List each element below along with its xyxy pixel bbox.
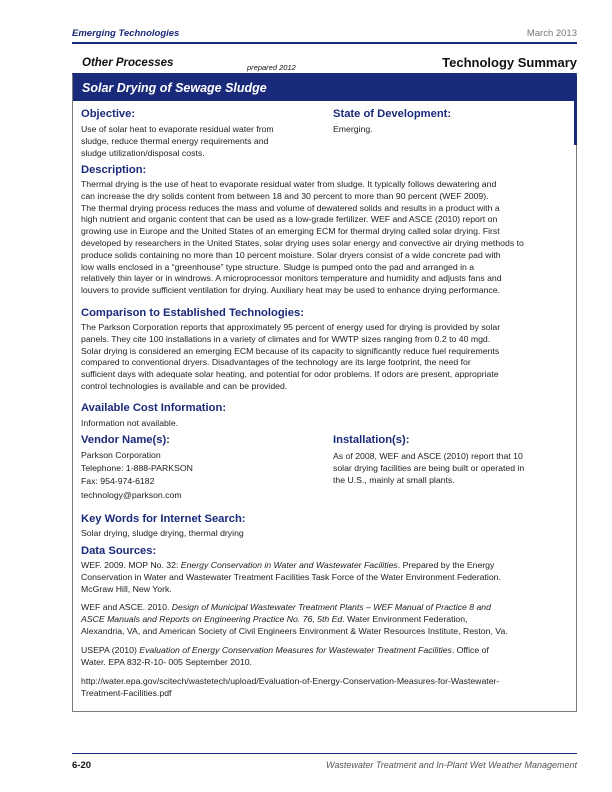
state-heading: State of Development:	[333, 108, 452, 120]
description-text	[81, 179, 573, 297]
comparison-line: The Parkson Corporation reports that approximately 95 percent of energy used for drying is provided by solar	[81, 322, 501, 332]
source-author: USEPA (2010)	[81, 645, 140, 655]
document-type: Technology Summary	[442, 55, 577, 70]
description-line: high nutrient and organic content that can be used as a low-grade fertilizer. WEF and ASCE (2010) report on	[81, 214, 498, 225]
subheader	[72, 55, 577, 71]
summary-frame	[72, 73, 577, 712]
vendor-details	[81, 449, 321, 502]
description-line: low walls enclosed in a “greenhouse” type structure. Sludge is pumped onto the pad and arranged in a	[81, 261, 475, 272]
source-author: WEF. 2009. MOP No. 32:	[81, 560, 181, 570]
keywords-text: Solar drying, sludge drying, thermal drying	[81, 528, 244, 538]
source-usepa	[81, 645, 573, 669]
source-title: Design of Municipal Wastewater Treatment Plants – WEF Manual of Practice 8 and	[171, 602, 491, 612]
source-url[interactable]	[81, 676, 573, 700]
installations-text	[333, 451, 573, 486]
objective-line: sludge, reduce thermal energy requirements and	[81, 135, 269, 146]
title-banner	[73, 75, 576, 101]
installations-line: As of 2008, WEF and ASCE (2010) report that 10	[333, 451, 523, 461]
source-line: Conservation in Water and Wastewater Treatment Facilities Task Force of the Water Environment Federation.	[81, 571, 501, 582]
cost-heading: Available Cost Information:	[81, 402, 227, 414]
page-number: 6-20	[72, 760, 92, 771]
comparison-line: Solar drying is considered an emerging ECM because of its capacity to significantly reduce fuel requirements	[81, 345, 500, 356]
vendor-fax: Fax: 954-974-6182	[81, 476, 155, 487]
description-line: Thermal drying is the use of heat to evaporate residual water from sludge. It typically follows dewatering and	[81, 179, 497, 189]
state-text: Emerging.	[333, 124, 373, 134]
description-line: louvers to provide sufficient ventilation for drying. Auxiliary heat may be used to enhance drying performance.	[81, 285, 501, 296]
vendor-email: technology@parkson.com	[81, 489, 182, 500]
comparison-line: sufficient days with adequate solar heating, and potential for odor problems. If odors are present, appropriate	[81, 369, 499, 380]
description-line: The thermal drying process reduces the mass and volume of dewatered solids and results in a product with a	[81, 202, 500, 213]
comparison-text	[81, 322, 573, 393]
comparison-heading: Comparison to Established Technologies:	[81, 307, 304, 319]
prepared-note: prepared 2012	[247, 63, 296, 72]
description-line: developed by researchers in the United States, solar drying uses solar energy and convective air drying methods to	[81, 237, 524, 248]
footer-rule	[72, 753, 577, 754]
source-url-line[interactable]: http://water.epa.gov/scitech/wastetech/upload/Evaluation-of-Energy-Conservation-Measures-for-Wastewater-	[81, 676, 500, 686]
issue-date: March 2013	[526, 28, 577, 39]
objective-text	[81, 124, 331, 159]
source-line	[81, 645, 573, 657]
keywords-heading: Key Words for Internet Search:	[81, 513, 246, 525]
objective-line: sludge utilization/disposal costs.	[81, 147, 205, 158]
installations-heading: Installation(s):	[333, 434, 410, 446]
description-line: produce solids containing no more than 10 percent moisture. Solar dryers consist of a wide concrete pad with	[81, 249, 501, 260]
source-detail: . Prepared by the Energy	[397, 560, 495, 570]
objective-heading: Objective:	[81, 108, 136, 120]
description-line: relatively thin layer or in windrows. A microprocessor monitors temperature and humidity and adjusts fans and	[81, 273, 502, 284]
running-header	[72, 26, 577, 44]
installations-line: solar drying facilities are being built or operated in	[333, 462, 525, 473]
vendor-phone: Telephone: 1-888-PARKSON	[81, 463, 193, 474]
vendor-heading: Vendor Name(s):	[81, 434, 170, 446]
publication-title: Wastewater Treatment and In-Plant Wet Weather Management	[326, 760, 577, 770]
source-detail: . Water Environment Federation,	[342, 613, 468, 624]
series-title: Emerging Technologies	[72, 28, 180, 39]
source-asce	[81, 602, 573, 637]
page-title: Solar Drying of Sewage Sludge	[82, 81, 267, 95]
cost-text: Information not available.	[81, 418, 179, 428]
source-title: Evaluation of Energy Conservation Measures for Wastewater Treatment Facilities	[139, 645, 452, 655]
comparison-line: control technologies is available and can be provided.	[81, 380, 288, 391]
source-detail: . Office of	[451, 645, 489, 655]
source-wef	[81, 560, 573, 595]
description-line: growing use in Europe and the United States of an emerging ECM for thermal drying called solar drying. First	[81, 226, 500, 237]
source-line	[81, 560, 573, 572]
comparison-line: panels. They cite 100 installations in a variety of climates and for WWTP sizes ranging from 0.2 to 40 mgd.	[81, 333, 491, 344]
installations-line: the U.S., mainly at small plants.	[333, 474, 455, 485]
vendor-name: Parkson Corporation	[81, 450, 161, 460]
source-title: ASCE Manuals and Reports on Engineering Practice No. 76, 5th Ed	[81, 613, 343, 624]
source-line: Alexandria, VA, and American Society of Civil Engineers Environment & Water Resources Institute, Reston, Va.	[81, 625, 508, 636]
source-line: Water. EPA 832-R-10- 005 September 2010.	[81, 656, 252, 667]
description-line: can increase the dry solids content from between 18 and 30 percent to more than 90 percent (WEF 2009).	[81, 190, 489, 201]
frame-accent-rule	[574, 75, 577, 145]
source-title: Energy Conservation in Water and Wastewater Facilities	[180, 560, 398, 570]
source-line	[81, 602, 573, 614]
objective-line: Use of solar heat to evaporate residual water from	[81, 124, 274, 134]
source-author: WEF and ASCE. 2010.	[81, 602, 172, 612]
description-heading: Description:	[81, 164, 147, 176]
sources-heading: Data Sources:	[81, 545, 157, 557]
source-url-line[interactable]: Treatment-Facilities.pdf	[81, 687, 172, 698]
source-line: McGraw Hill, New York.	[81, 583, 172, 594]
category-label: Other Processes	[82, 57, 174, 69]
source-line	[81, 614, 573, 626]
comparison-line: compared to conventional dryers. Disadvantages of the technology are its large footprint, the need for	[81, 357, 471, 368]
